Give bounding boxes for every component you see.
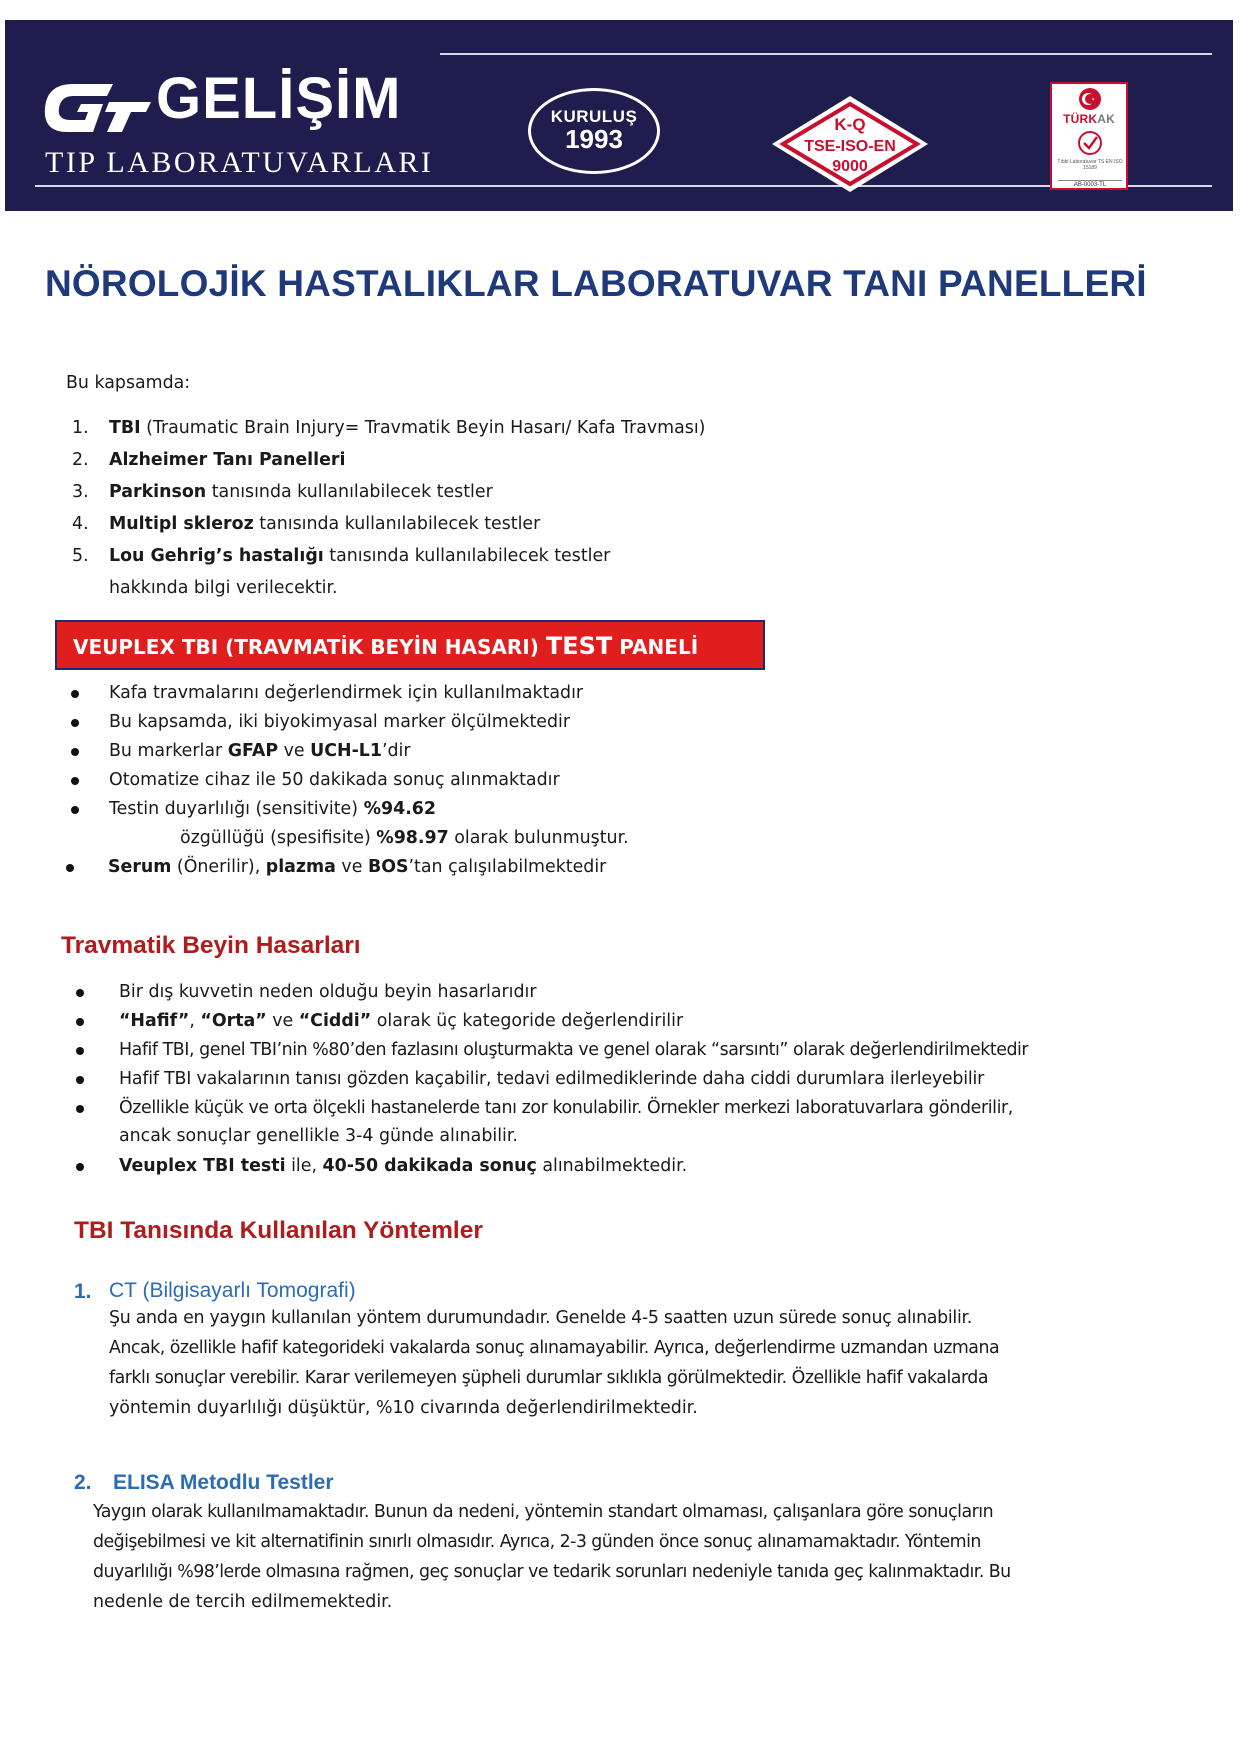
panel-b6-d: ve [335,857,368,877]
tse-line3: 9000 [832,158,868,175]
bullet-icon [76,1076,84,1084]
company-logo[interactable] [43,62,433,182]
turkak-badge [1050,82,1128,190]
tse-line1: K-Q [834,115,866,134]
intro-item-2-bold: Alzheimer Tanı Panelleri [109,450,346,470]
turkak-name-a: TÜRK [1063,112,1098,126]
panel-bullet-4: Otomatize cihaz ile 50 dakikada sonuç alınmaktadır [109,770,560,790]
method-2-title: ELISA Metodlu Testler [113,1471,334,1494]
intro-item-4-number: 4. [72,514,89,534]
turkak-name [1052,112,1126,126]
panel-b5-cont-b: %98.97 [376,828,449,848]
tbi-bullet-6 [119,1158,687,1175]
bullet-icon [76,1018,84,1026]
bullet-icon [71,719,79,727]
tbi-b2-c: “Orta” [200,1011,267,1031]
header-banner [5,20,1233,211]
veuplex-panel-header [55,620,765,670]
tbi-b2-b: , [189,1011,201,1031]
panel-b6-b: (Önerilir), [171,857,266,877]
tbi-b6-b: ile, [285,1156,323,1176]
intro-lead: Bu kapsamda: [66,373,191,393]
tse-iso-badge [770,94,930,194]
panel-b3-a: Bu markerlar [109,741,228,761]
tbi-b6-a: Veuplex TBI testi [119,1156,286,1176]
intro-item-2 [109,452,345,469]
checkmark-icon [1077,130,1103,156]
banner-divider-bottom [35,185,1212,187]
panel-title-b: TEST [545,632,613,660]
panel-bullet-5-continuation [180,830,629,847]
panel-b3-c: ve [278,741,311,761]
panel-bullet-1: Kafa travmalarını değerlendirmek için kullanılmaktadır [109,683,584,703]
intro-item-4 [109,516,540,533]
intro-item-4-rest: tanısında kullanılabilecek testler [253,514,541,534]
panel-b3-e: ’dir [381,741,411,761]
tbi-bullet-3: Hafif TBI, genel TBI’nin %80’den fazlasını oluşturmakta ve genel olarak “sarsıntı” olarak değerlendirilmektedir [119,1040,1029,1060]
intro-item-5-rest: tanısında kullanılabilecek testler [323,546,611,566]
method-1-title: CT (Bilgisayarlı Tomografi) [109,1279,356,1302]
method-1-number: 1. [74,1280,92,1303]
tbi-b2-e: “Ciddi” [298,1011,372,1031]
bullet-icon [71,806,79,814]
intro-item-1-number: 1. [72,418,89,438]
turkish-flag-icon [1078,87,1102,111]
bullet-icon [76,1047,84,1055]
intro-item-1-bold: TBI [109,418,141,438]
panel-b3-d: UCH-L1 [310,741,382,761]
tbi-section-heading: Travmatik Beyin Hasarları [61,932,361,959]
tse-line2: TSE-ISO-EN [804,138,896,155]
tbi-bullet-5-line2: ancak sonuçlar genellikle 3-4 günde alınabilir. [119,1126,518,1146]
bullet-icon [76,989,84,997]
intro-tail: hakkında bilgi verilecektir. [109,578,338,598]
intro-item-3 [109,484,493,501]
turkak-code: AB-0003-TL [1058,180,1122,188]
panel-b6-c: plazma [265,857,336,877]
intro-item-1-rest: (Traumatic Brain Injury= Travmatik Beyin Hasarı/ Kafa Travması) [140,418,706,438]
intro-item-1 [109,420,705,437]
panel-b6-e: BOS [367,857,409,877]
gt-logo-icon [43,80,151,136]
panel-b6-f: ’tan çalışılabilmektedir [408,857,607,877]
turkak-accreditation-text: Tıbbi Laboratuvar TS EN ISO 15189 [1057,159,1123,171]
tbi-bullet-2 [119,1013,683,1030]
panel-title-a: VEUPLEX TBI (TRAVMATİK BEYİN HASARI) [73,635,546,659]
founded-label: KURULUŞ [550,107,638,127]
intro-item-2-number: 2. [72,450,89,470]
intro-item-5 [109,548,610,565]
tbi-bullet-1: Bir dış kuvvetin neden olduğu beyin hasarlarıdır [119,982,537,1002]
intro-item-3-bold: Parkinson [109,482,207,502]
panel-b5-cont-a: özgüllüğü (spesifisite) [180,828,377,848]
intro-item-3-rest: tanısında kullanılabilecek testler [206,482,493,502]
page-title: NÖROLOJİK HASTALIKLAR LABORATUVAR TANI PANELLERİ [45,263,1147,304]
intro-item-5-number: 5. [72,546,89,566]
tbi-b2-d: ve [266,1011,299,1031]
intro-item-5-bold: Lou Gehrig’s hastalığı [109,546,324,566]
bullet-icon [71,777,79,785]
panel-bullet-2: Bu kapsamda, iki biyokimyasal marker ölçülmektedir [109,712,570,732]
method-1-line-3: farklı sonuçlar verebilir. Karar verilemeyen şüpheli durumlar sıklıkla görülmektedir. Özellikle hafif vakalarda [109,1368,988,1388]
bullet-icon [71,748,79,756]
tbi-b6-d: alınabilmektedir. [536,1156,688,1176]
bullet-icon [76,1163,84,1171]
method-2-number: 2. [74,1471,92,1494]
tbi-b2-f: olarak üç kategoride değerlendirilir [371,1011,684,1031]
method-2-line-2: değişebilmesi ve kit alternatifinin sınırlı olmasıdır. Ayrıca, 2-3 günden önce sonuç alınamamaktadır. Yöntemin [93,1532,981,1552]
turkak-name-b: AK [1097,112,1115,126]
panel-bullet-5 [109,801,436,818]
panel-bullet-6 [108,859,606,876]
founded-year: 1993 [565,124,623,155]
panel-b5-b: %94.62 [363,799,437,819]
bullet-icon [71,690,79,698]
panel-bullet-3 [109,743,411,760]
panel-title-c: PANELİ [612,635,699,659]
founded-badge [528,88,660,174]
panel-b3-b: GFAP [227,741,279,761]
intro-item-3-number: 3. [72,482,89,502]
method-2-line-1: Yaygın olarak kullanılmamaktadır. Bunun da nedeni, yöntemin standart olmaması, çalışanlara göre sonuçların [93,1502,994,1522]
panel-b5-a: Testin duyarlılığı (sensitivite) [109,799,364,819]
tbi-b2-a: “Hafif” [119,1011,190,1031]
method-1-line-2: Ancak, özellikle hafif kategorideki vakalarda sonuç alınamayabilir. Ayrıca, değerlendirme uzmandan uzmana [109,1338,1000,1358]
logo-name: GELİŞİM [156,66,402,131]
panel-b6-a: Serum [108,857,172,877]
methods-section-heading: TBI Tanısında Kullanılan Yöntemler [74,1217,483,1244]
method-1-line-4: yöntemin duyarlılığı düşüktür, %10 civarında değerlendirilmektedir. [109,1398,698,1418]
method-1-line-1: Şu anda en yaygın kullanılan yöntem durumundadır. Genelde 4-5 saatten uzun sürede sonuç alınabilir. [109,1308,972,1328]
tbi-bullet-4: Hafif TBI vakalarının tanısı gözden kaçabilir, tedavi edilmediklerinde daha ciddi durumlara ilerleyebilir [119,1069,985,1089]
bullet-icon [76,1105,84,1113]
logo-subtitle: TIP LABORATUVARLARI [45,146,434,179]
method-2-line-3: duyarlılığı %98’lerde olmasına rağmen, geç sonuçlar ve tedarik sorunları nedeniyle tanıda geç kalınmaktadır. Bu [93,1562,1011,1582]
veuplex-panel-title [73,634,698,658]
bullet-icon [66,864,74,872]
method-2-line-4: nedenle de tercih edilmemektedir. [93,1592,393,1612]
banner-divider-top [440,53,1212,55]
tbi-b6-c: 40-50 dakikada sonuç [322,1156,537,1176]
intro-item-4-bold: Multipl skleroz [109,514,254,534]
panel-b5-cont-c: olarak bulunmuştur. [448,828,629,848]
tbi-bullet-5-line1: Özellikle küçük ve orta ölçekli hastanelerde tanı zor konulabilir. Örnekler merkezi laboratuvarlara gönderilir, [119,1098,1013,1118]
